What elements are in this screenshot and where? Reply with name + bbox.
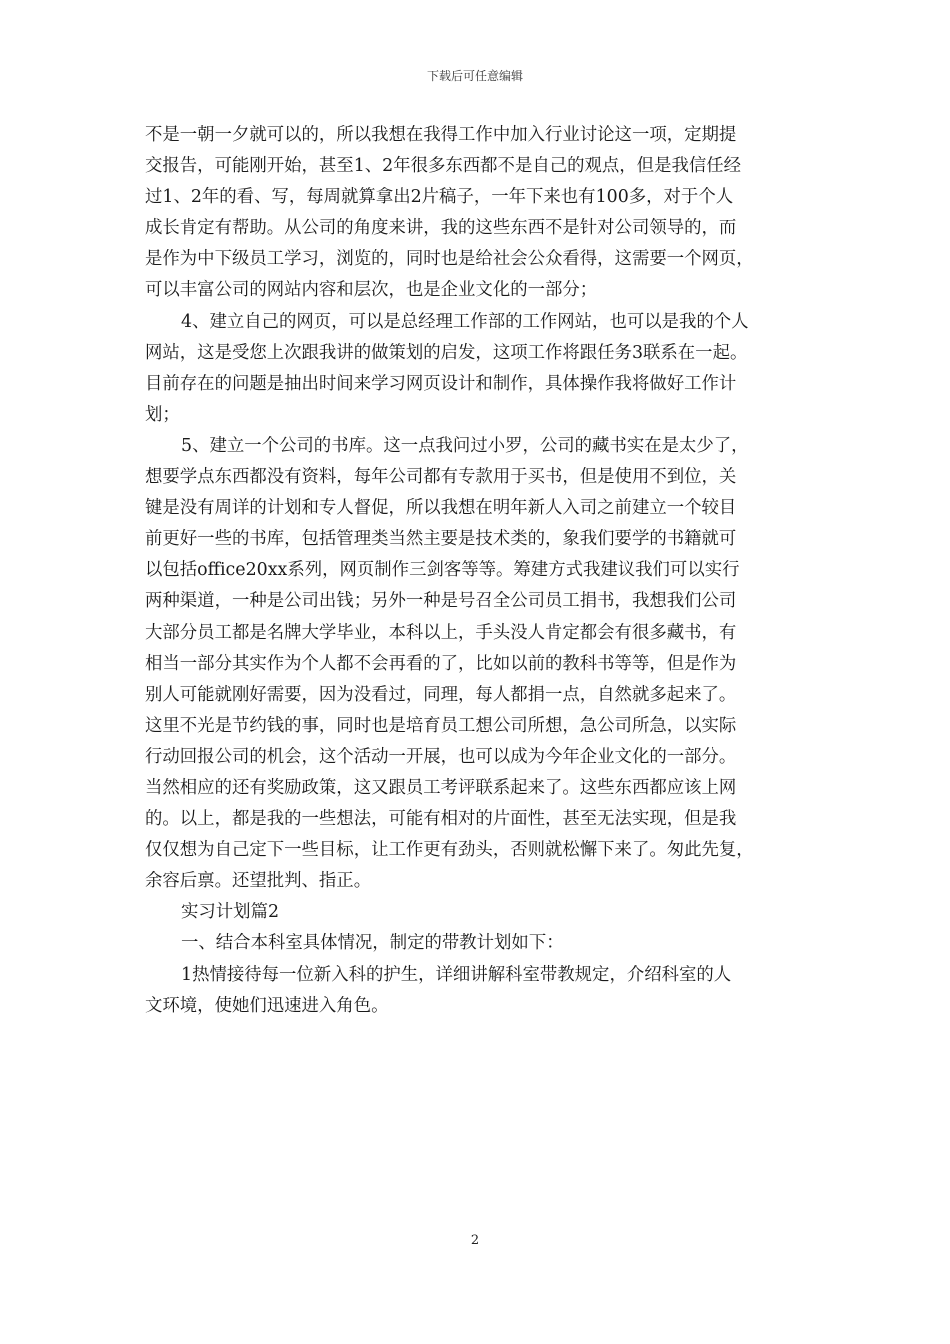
page-number: 2 — [470, 1233, 480, 1248]
text-line: 网站，这是受您上次跟我讲的做策划的启发，这项工作将跟任务3联系在一起。 — [145, 342, 748, 363]
text-line: 过1、2年的看、写，每周就算拿出2片稿子，一年下来也有100多，对于个人 — [145, 187, 734, 208]
text-line: 以包括office20xx系列，网页制作三剑客等等。筹建方式我建议我们可以实行 — [145, 560, 740, 581]
text-line: 目前存在的问题是抽出时间来学习网页设计和制作，具体操作我将做好工作计 — [145, 373, 737, 394]
text-line: 别人可能就刚好需要，因为没看过，同理，每人都捐一点，自然就多起来了。 — [145, 684, 737, 705]
text-line: 可以丰富公司的网站内容和层次，也是企业文化的一部分； — [145, 280, 598, 301]
text-line: 相当一部分其实作为个人都不会再看的了，比如以前的教科书等等，但是作为 — [145, 653, 737, 674]
text-line: 1热情接待每一位新入科的护生，详细讲解科室带教规定，介绍科室的人 — [181, 964, 732, 985]
text-line: 的。以上，都是我的一些想法，可能有相对的片面性，甚至无法实现，但是我 — [145, 809, 737, 830]
text-line: 成长肯定有帮助。从公司的角度来讲，我的这些东西不是针对公司领导的，而 — [145, 218, 737, 239]
text-line: 大部分员工都是名牌大学毕业，本科以上，手头没人肯定都会有很多藏书，有 — [145, 622, 737, 643]
text-line: 文环境，使她们迅速进入角色。 — [145, 995, 389, 1016]
text-line: 不是一朝一夕就可以的，所以我想在我得工作中加入行业讨论这一项，定期提 — [145, 125, 737, 145]
text-line: 键是没有周详的计划和专人督促，所以我想在明年新人入司之前建立一个较目 — [145, 498, 737, 519]
text-line: 5、建立一个公司的书库。这一点我问过小罗，公司的藏书实在是太少了， — [181, 435, 749, 456]
text-line: 实习计划篇2 — [181, 902, 280, 923]
text-line: 一、结合本科室具体情况，制定的带教计划如下： — [181, 933, 564, 954]
text-line: 当然相应的还有奖励政策，这又跟员工考评联系起来了。这些东西都应该上网 — [145, 777, 737, 798]
text-line: 交报告，可能刚开始，甚至1、2年很多东西都不是自己的观点，但是我信任经 — [145, 156, 742, 177]
text-line: 余容后禀。还望批判、指正。 — [145, 871, 372, 892]
text-line: 这里不光是节约钱的事，同时也是培育员工想公司所想，急公司所急，以实际 — [145, 715, 737, 736]
text-line: 两种渠道，一种是公司出钱；另外一种是号召全公司员工捐书，我想我们公司 — [145, 591, 737, 612]
document-body — [145, 120, 810, 1022]
text-line: 仅仅想为自己定下一些目标，让工作更有劲头，否则就松懈下来了。匆此先复， — [145, 840, 754, 861]
text-line: 前更好一些的书库，包括管理类当然主要是技术类的，象我们要学的书籍就可 — [145, 529, 737, 550]
text-line: 是作为中下级员工学习，浏览的，同时也是给社会公众看得，这需要一个网页， — [145, 249, 754, 270]
text-line: 划； — [145, 404, 180, 425]
text-line: 想要学点东西都没有资料，每年公司都有专款用于买书，但是使用不到位，关 — [145, 467, 737, 488]
text-line: 行动回报公司的机会，这个活动一开展，也可以成为今年企业文化的一部分。 — [145, 746, 737, 767]
text-line: 4、建立自己的网页，可以是总经理工作部的工作网站，也可以是我的个人 — [181, 311, 749, 332]
page-header: 下载后可任意编辑 — [426, 69, 523, 83]
